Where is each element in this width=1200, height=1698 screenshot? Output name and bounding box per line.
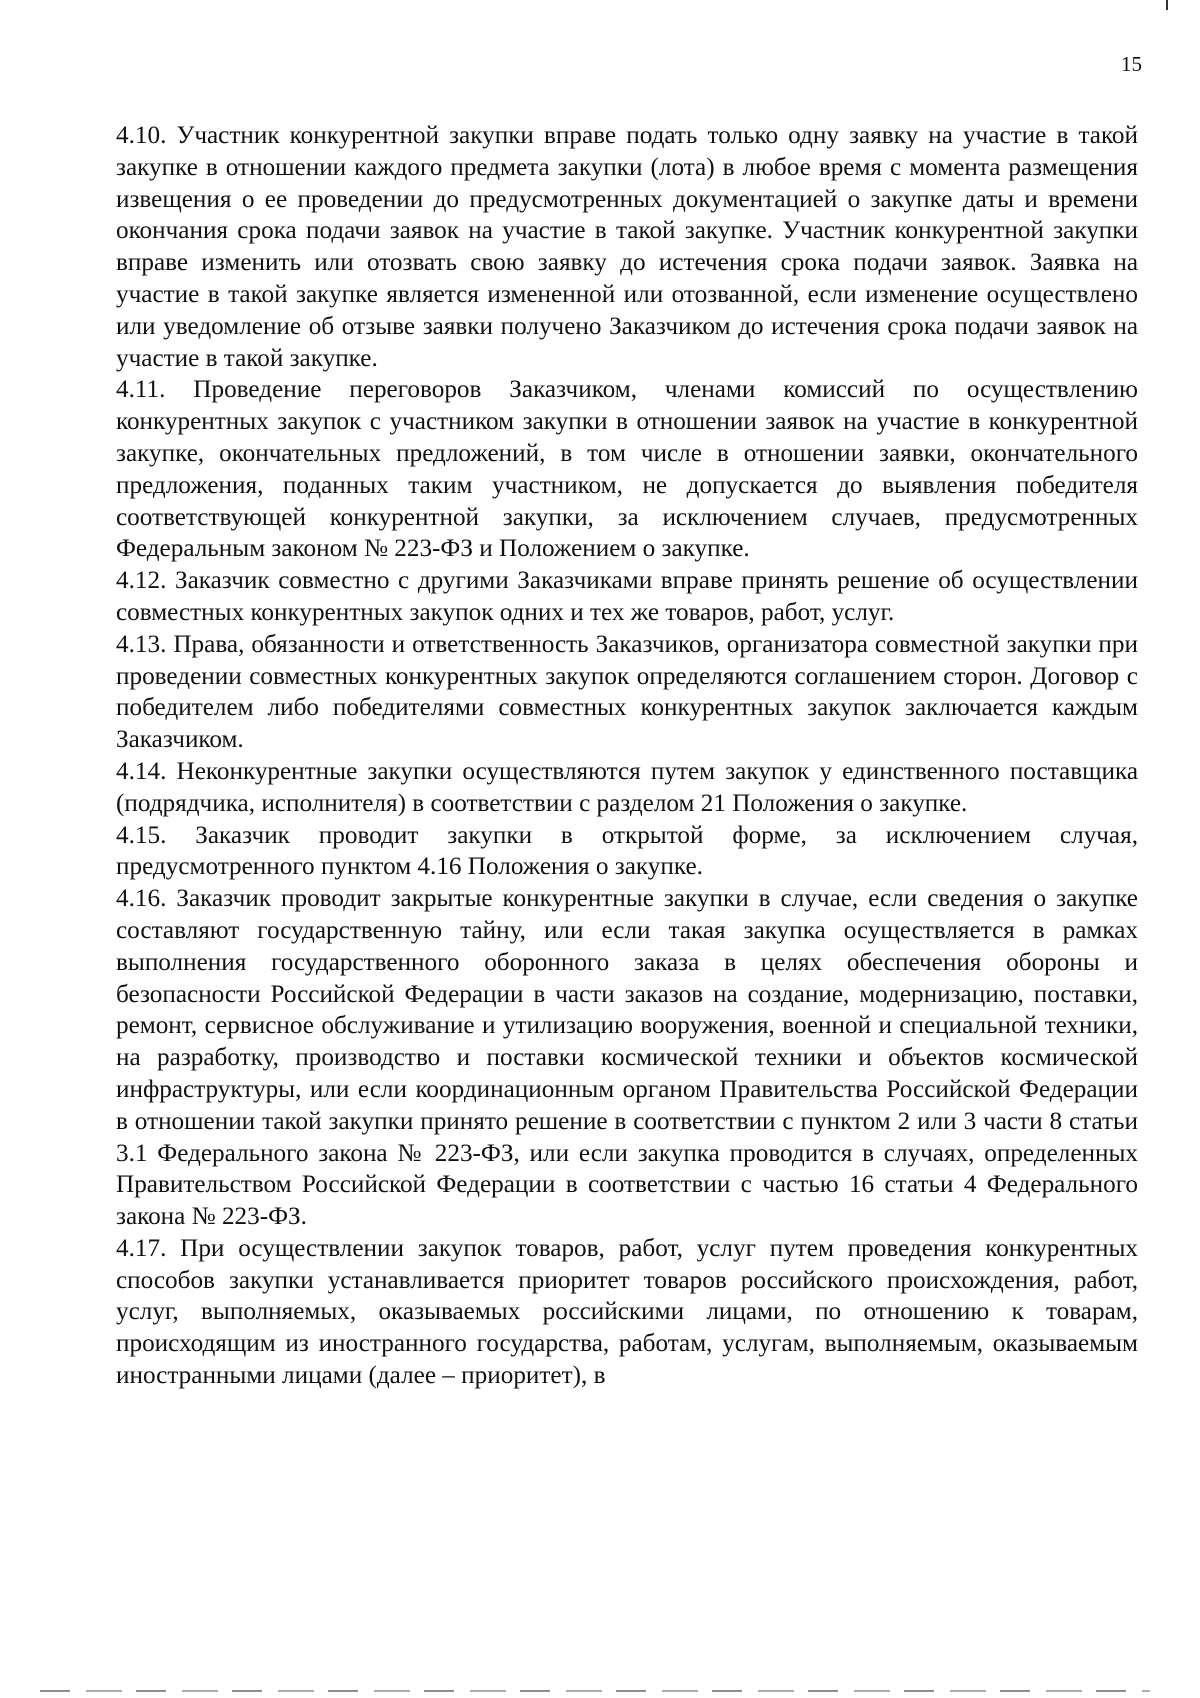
page-number: 15: [1121, 52, 1142, 76]
paragraph-4-13: 4.13. Права, обязанности и ответственность Заказчиков, организатора совместной закупки при проведении совместных конкурентных закупок определяются соглашением сторон. Договор с победителем либо победителями совместных конкурентных закупок заключается каждым Заказчиком.: [116, 630, 1138, 754]
paragraph-4-11: 4.11. Проведение переговоров Заказчиком, членами комиссий по осуществлению конкурентных закупок с участником закупки в отношении заявок на участие в конкурентной закупке, окончательных предложений, в том числе в отношении заявки, окончательного предложения, поданных таким участником, не допускается до выявления победителя соответствующей конкурентной закупки, за исключением случаев, предусмотренных Федеральным законом № 223-ФЗ и Положением о закупке.: [116, 376, 1138, 563]
scan-bottom-edge: [40, 1690, 1150, 1692]
paragraph-4-17: 4.17. При осуществлении закупок товаров, работ, услуг путем проведения конкурентных способов закупки устанавливается приоритет товаров российского происхождения, работ, услуг, выполняемых, оказываемых российскими лицами, по отношению к товарам, происходящим из иностранного государства, работам, услугам, выполняемым, оказываемым иностранными лицами (далее – приоритет), в: [116, 1234, 1138, 1390]
paragraph-4-15: 4.15. Заказчик проводит закупки в открытой форме, за исключением случая, предусмотренного пунктом 4.16 Положения о закупке.: [116, 821, 1138, 881]
scan-edge-mark: [1166, 0, 1168, 10]
paragraph-4-12: 4.12. Заказчик совместно с другими Заказчиками вправе принять решение об осуществлении совместных конкурентных закупок одних и тех же товаров, работ, услуг.: [116, 567, 1138, 626]
paragraph-4-10: 4.10. Участник конкурентной закупки вправе подать только одну заявку на участие в такой закупке в отношении каждого предмета закупки (лота) в любое время с момента размещения извещения о ее проведении до предусмотренных документацией о закупке даты и времени окончания срока подачи заявок на участие в такой закупке. Участник конкурентной закупки вправе изменить или отозвать свою заявку до истечения срока подачи заявок. Заявка на участие в такой закупке является измененной или отозванной, если изменение осуществлено или уведомление об отзыве заявки получено Заказчиком до истечения срока подачи заявок на участие в такой закупке.: [116, 122, 1138, 372]
paragraph-4-16: 4.16. Заказчик проводит закрытые конкурентные закупки в случае, если сведения о закупке составляют государственную тайну, или если такая закупка осуществляется в рамках выполнения государственного оборонного заказа в целях обеспечения обороны и безопасности Российской Федерации в части заказов на создание, модернизацию, поставки, ремонт, сервисное обслуживание и утилизацию вооружения, военной и специальной техники, на разработку, производство и поставки космической техники и объектов космической инфраструктуры, или если координационным органом Правительства Российской Федерации в отношении такой закупки принято решение в соответствии с пунктом 2 или 3 части 8 статьи 3.1 Федерального закона № 223-ФЗ, или если закупка проводится в случаях, определенных Правительством Российской Федерации в соответствии с частью 16 статьи 4 Федерального закона № 223-ФЗ.: [116, 885, 1138, 1231]
document-body: [116, 120, 1138, 1392]
paragraph-4-14: 4.14. Неконкурентные закупки осуществляются путем закупок у единственного поставщика (подрядчика, исполнителя) в соответствии с разделом 21 Положения о закупке.: [116, 757, 1138, 817]
